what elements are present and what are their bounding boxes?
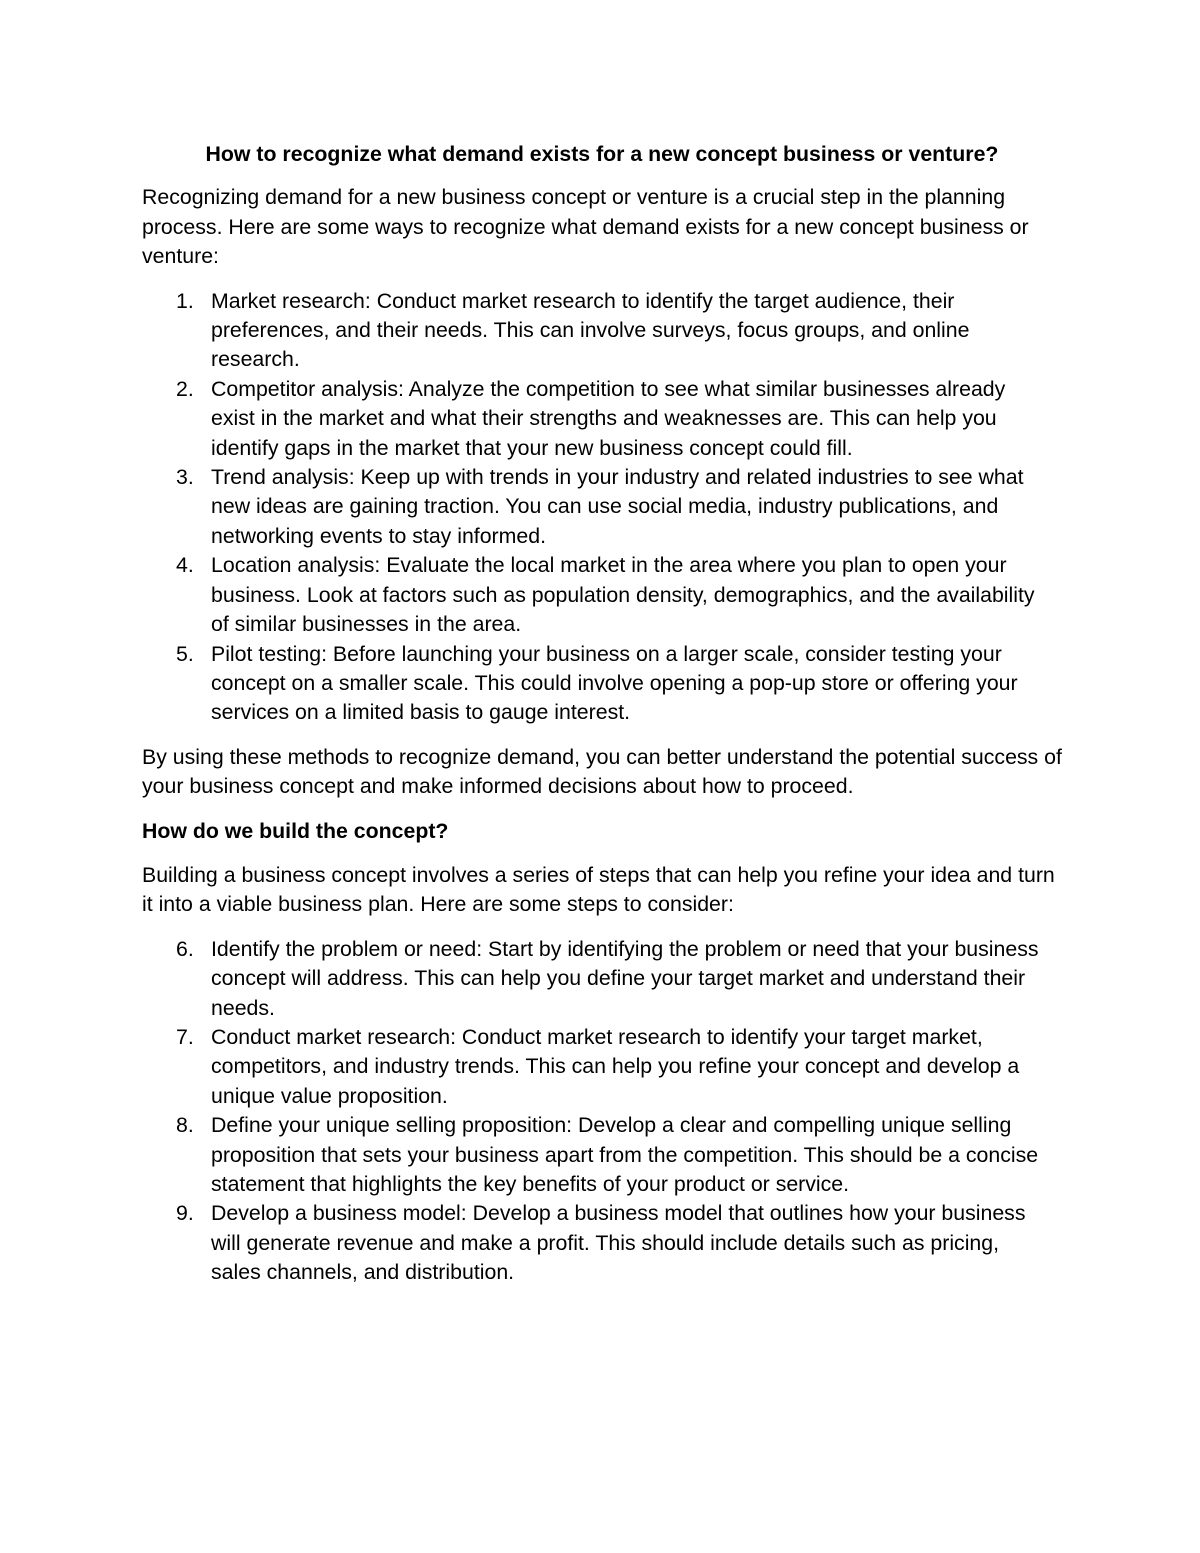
document-page — [142, 140, 1062, 1303]
section-intro-paragraph: Building a business concept involves a series of steps that can help you refine your idea and turn it into a viable business plan. Here are some steps to consider: — [142, 862, 1055, 917]
list-item-text: Develop a business model: Develop a business model that outlines how your business will generate revenue and make a profit. This should include details such as pricing, sales channels, and distribution. — [211, 1201, 1026, 1285]
list-item-text: Market research: Conduct market research to identify the target audience, their preferences, and their needs. This can involve surveys, focus groups, and online research. — [211, 288, 970, 372]
list-item — [142, 935, 1062, 1023]
list-item-text: Define your unique selling proposition: Develop a clear and compelling unique selling proposition that sets your business apart from the competition. This should be a concise statement that highlights the key benefits of your product or service. — [211, 1113, 1039, 1196]
list-item — [142, 1111, 1062, 1199]
build-steps-list — [142, 935, 1062, 1288]
list-item — [142, 287, 1062, 375]
list-item-number: 7. — [176, 1024, 194, 1049]
list-item-number: 3. — [176, 465, 194, 490]
list-item — [142, 1023, 1062, 1111]
list-item — [142, 640, 1062, 728]
list-item-text: Competitor analysis: Analyze the competition to see what similar businesses already exist in the market and what their strengths and weaknesses are. This can help you identify gaps in the market that your new business concept could fill. — [211, 376, 1006, 460]
list-item-number: 6. — [176, 936, 194, 961]
list-item-text: Location analysis: Evaluate the local market in the area where you plan to open your business. Look at factors such as population density, demographics, and the availability of similar businesses in the area. — [211, 553, 1035, 637]
section-heading: How do we build the concept? — [142, 818, 449, 843]
list-item — [142, 551, 1062, 639]
list-item-text: Conduct market research: Conduct market research to identify your target market, competitors, and industry trends. This can help you refine your concept and develop a unique value proposition. — [211, 1024, 1020, 1108]
intro-paragraph: Recognizing demand for a new business concept or venture is a crucial step in the planning process. Here are some ways to recognize what demand exists for a new concept business or venture: — [142, 185, 1029, 269]
document-title: How to recognize what demand exists for a new concept business or venture? — [205, 142, 999, 166]
list-item — [142, 463, 1062, 551]
conclusion-paragraph: By using these methods to recognize demand, you can better understand the potential success of your business concept and make informed decisions about how to proceed. — [142, 744, 1062, 799]
list-item-text: Pilot testing: Before launching your business on a larger scale, consider testing your concept on a smaller scale. This could involve opening a pop-up store or offering your services on a limited basis to gauge interest. — [211, 641, 1018, 725]
list-item-text: Trend analysis: Keep up with trends in your industry and related industries to see what new ideas are gaining traction. You can use social media, industry publications, and networking events to stay informed. — [211, 465, 1024, 548]
list-item-number: 8. — [176, 1113, 194, 1138]
list-item-number: 5. — [176, 641, 194, 666]
list-item-number: 1. — [176, 288, 194, 313]
demand-steps-list — [142, 287, 1062, 728]
list-item-number: 4. — [176, 553, 194, 578]
list-item-number: 2. — [176, 376, 194, 401]
list-item-text: Identify the problem or need: Start by identifying the problem or need that your business concept will address. This can help you define your target market and understand their needs. — [211, 936, 1039, 1020]
list-item — [142, 1199, 1062, 1287]
list-item — [142, 375, 1062, 463]
list-item-number: 9. — [176, 1201, 194, 1226]
